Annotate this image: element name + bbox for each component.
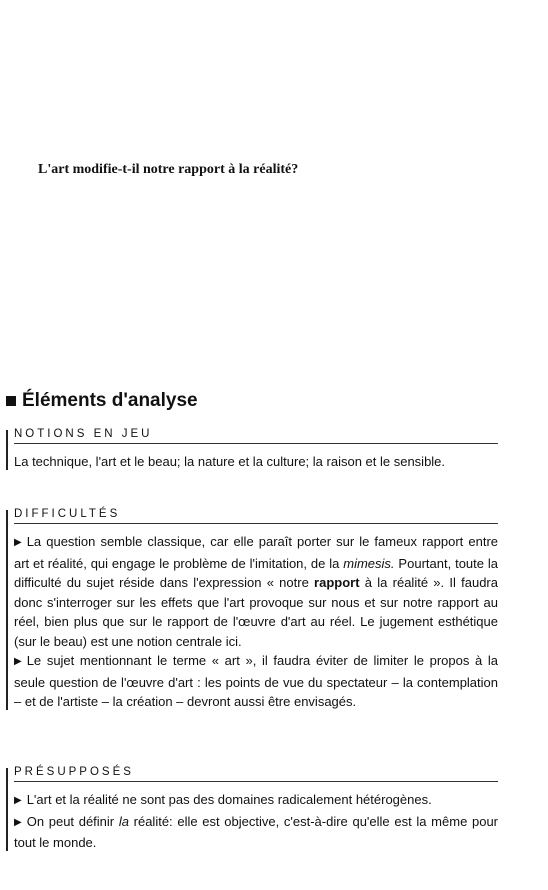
section-heading-text: Éléments d'analyse xyxy=(22,390,198,411)
notions-text: La technique, l'art et le beau; la nature et la culture; la raison et le sensible. xyxy=(14,454,446,469)
notions-title: NOTIONS EN JEU xyxy=(14,428,498,444)
difficultes-section xyxy=(6,508,498,712)
left-margin-bar xyxy=(6,510,8,710)
triangle-bullet-icon: ▶ xyxy=(14,537,22,548)
presupposes-paragraph-1: ▶ L'art et la réalité ne sont pas des domaines radicalement hétérogènes. xyxy=(14,790,498,812)
triangle-bullet-icon: ▶ xyxy=(14,816,22,828)
essay-question: L'art modifie-t-il notre rapport à la réalité? xyxy=(38,162,299,177)
triangle-bullet-icon: ▶ xyxy=(14,656,22,667)
difficultes-paragraph-1: ▶ La question semble classique, car elle paraît porter sur le fameux rapport entre art et réalité, qui engage le problème de l'imitation, de la mimesis. Pourtant, toute la difficulté du sujet réside dans l'expression « notre rapport à la réalité ». Il faudra donc s'interroger sur les effets que l'art provoque sur nous et sur notre rapport au réel, bien plus que sur le rapport de l'œuvre d'art au réel. Le jugement esthétique (sur le beau) est une notion centrale ici. xyxy=(14,534,498,649)
presupposes-title: PRÉSUPPOSÉS xyxy=(14,766,498,782)
presupposes-section xyxy=(6,766,498,853)
difficultes-paragraph-2: ▶ Le sujet mentionnant le terme « art », il faudra éviter de limiter le propos à la seule question de l'œuvre d'art : les points de vue du spectateur – la contemplation – et de l'artiste – la création – devront aussi être envisagés. xyxy=(14,653,498,709)
difficultes-title: DIFFICULTÉS xyxy=(14,508,498,524)
notions-section xyxy=(6,428,498,472)
square-bullet-icon xyxy=(6,396,16,406)
left-margin-bar xyxy=(6,430,8,470)
triangle-bullet-icon: ▶ xyxy=(14,795,22,806)
presupposes-paragraph-2: ▶ On peut définir la réalité: elle est objective, c'est-à-dire qu'elle est la même pour tout le monde. xyxy=(14,813,498,850)
left-margin-bar xyxy=(6,768,8,851)
section-heading xyxy=(6,390,198,412)
